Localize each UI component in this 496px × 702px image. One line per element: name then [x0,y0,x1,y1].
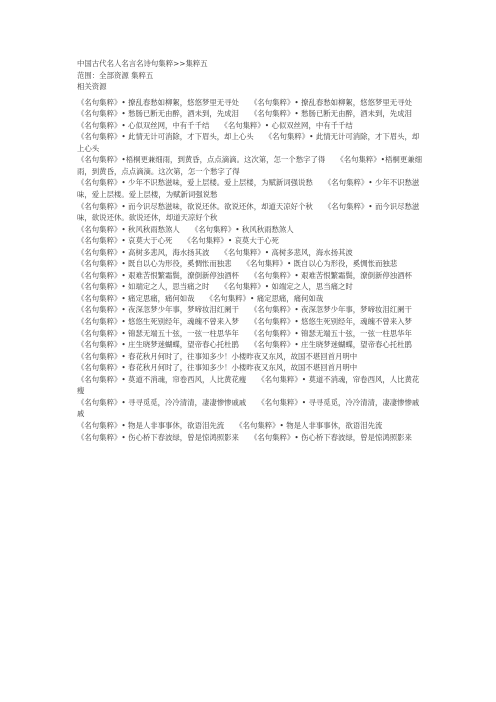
list-item: 《名句集粹》• 如端定之人，思当痛之时 《名句集粹》• 如端定之人，思当痛之时 [77,282,353,292]
list-item: 《名句集粹》•梧桐更兼细雨，到黄昏，点点滴滴。这次第，怎一个愁字了得 《名句集粹》•梧桐更兼细雨，到黄昏，点点滴滴。这次第，怎一个愁字了得 [77,155,422,176]
list-item: 《名句集粹》• 心似双丝网，中有千千结 《名句集粹》• 心似双丝网，中有千千结 [77,120,353,130]
list-item: 《名句集粹》• 春花秋月何时了，往事知多少！小楼昨夜又东风，故国不堪回首月明中 [77,363,358,373]
list-item: 《名句集粹》• 既自以心为形役，奚惆怅而独悲 《名句集粹》• 既自以心为形役，奚惆怅而独悲 [77,259,398,269]
list-item: 《名句集粹》• 锦瑟无端五十弦，一弦一柱思华年 《名句集粹》• 锦瑟无端五十弦，一弦一柱思华年 [77,328,412,338]
document-page [77,58,425,443]
list-item: 《名句集粹》• 物是人非事事休，欲语泪先流 《名句集粹》• 物是人非事事休，欲语泪先流 [77,420,383,430]
list-item: 《名句集粹》• 夜深忽梦少年事，梦啼妆泪红阑干 《名句集粹》• 夜深忽梦少年事，梦啼妆泪红阑干 [77,305,412,315]
list-item: 《名句集粹》• 此情无计可消除，才下眉头，却上心头 《名句集粹》• 此情无计可消除，才下眉头，却上心头 [77,132,420,153]
scope-line: 范围：全部资源 集粹五 [77,70,154,80]
list-item: 《名句集粹》• 庄生晓梦迷蝴蝶，望帝春心托杜鹃 《名句集粹》• 庄生晓梦迷蝴蝶，望帝春心托杜鹃 [77,340,412,350]
list-item: 《名句集粹》• 悠悠生死别经年，魂魄不曾来入梦 《名句集粹》• 悠悠生死别经年，魂魄不曾来入梦 [77,317,412,327]
list-item: 《名句集粹》• 春花秋月何时了，往事知多少！小楼昨夜又东风，故国不堪回首月明中 [77,351,358,361]
list-item: 《名句集粹》• 哀莫大于心死 《名句集粹》• 哀莫大于心死 [77,236,279,246]
list-item: 《名句集粹》• 愁肠已断无由醉，酒未到，先成泪 《名句集粹》• 愁肠已断无由醉，酒未到，先成泪 [77,109,412,119]
quote-list [77,97,425,443]
list-item: 《名句集粹》• 痛定思痛，痛何如哉 《名句集粹》• 痛定思痛，痛何如哉 [77,293,324,303]
list-item: 《名句集粹》• 高树多悲风，海水扬其波 《名句集粹》• 高树多悲风，海水扬其波 [77,247,353,257]
list-item: 《名句集粹》• 而今识尽愁滋味，欲说还休。欲说还休，却道天凉好个秋 《名句集粹》• 而今识尽愁滋味，欲说还休。欲说还休，却道天凉好个秋 [77,201,420,223]
list-item: 《名句集粹》• 伤心桥下春波绿，曾是惊鸿照影来 《名句集粹》• 伤心桥下春波绿，曾是惊鸿照影来 [77,432,412,442]
list-item: 《名句集粹》• 秋风秋雨愁煞人 《名句集粹》• 秋风秋雨愁煞人 [77,224,294,234]
list-item: 《名句集粹》• 艰难苦恨繁霜鬓，潦倒新停浊酒杯 《名句集粹》• 艰难苦恨繁霜鬓，潦倒新停浊酒杯 [77,270,412,280]
list-item: 《名句集粹》• 寻寻觅觅，冷冷清清，凄凄惨惨戚戚 《名句集粹》• 寻寻觅觅，冷冷清清，凄凄惨惨戚戚 [77,397,420,419]
list-item: 《名句集粹》• 少年不识愁滋味，爱上层楼。爱上层楼，为赋新词强说愁 《名句集粹》• 少年不识愁滋味，爱上层楼。爱上层楼，为赋新词强说愁 [77,178,420,200]
list-item: 《名句集粹》• 撩乱春愁如柳絮，悠悠梦里无寻处 《名句集粹》• 撩乱春愁如柳絮，悠悠梦里无寻处 [77,97,412,107]
related-resources-link[interactable]: 相关资源 [77,82,107,92]
list-item: 《名句集粹》• 莫道不消魂，帘卷西风，人比黄花瘦 《名句集粹》• 莫道不消魂，帘卷西风，人比黄花瘦 [77,374,420,396]
document-title: 中国古代名人名言名诗句集粹>>集粹五 [77,59,208,68]
